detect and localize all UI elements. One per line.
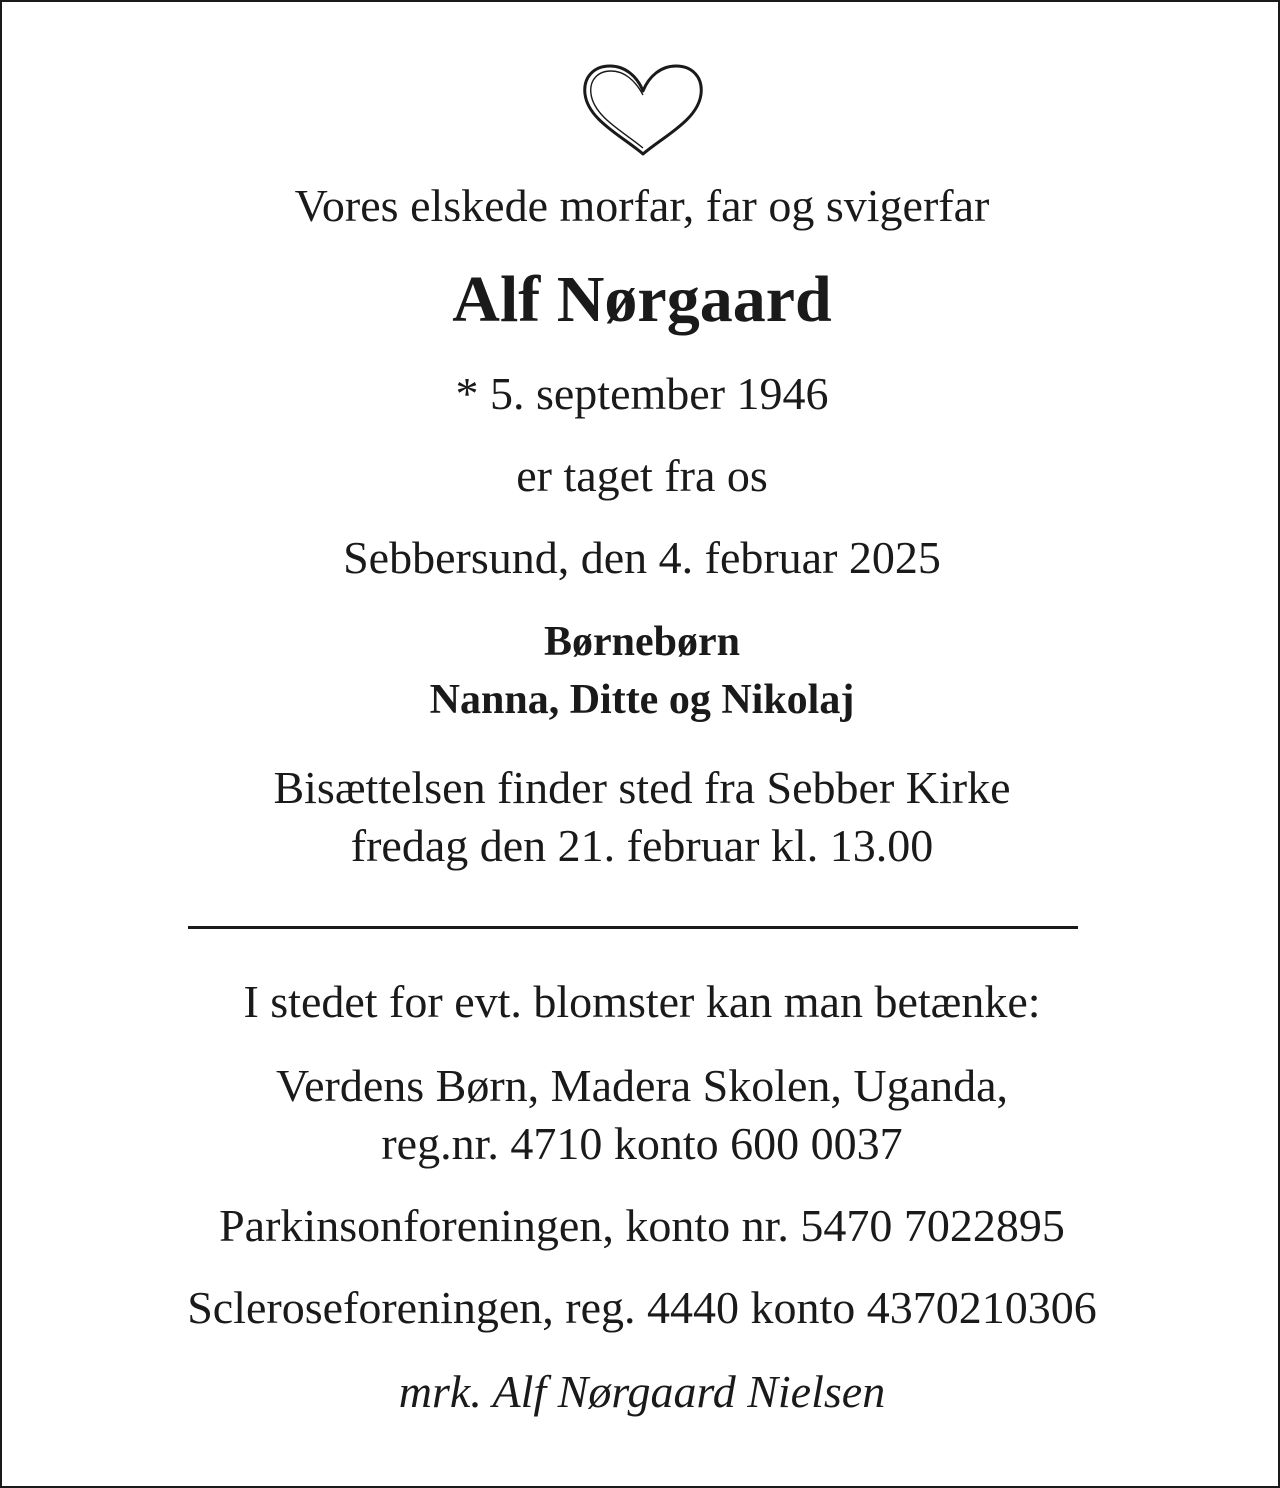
donation-mark: mrk. Alf Nørgaard Nielsen — [398, 1366, 886, 1417]
place-date: Sebbersund, den 4. februar 2025 — [343, 532, 941, 583]
donations-intro: I stedet for evt. blomster kan man betænke: — [243, 976, 1041, 1027]
passed-line: er taget fra os — [516, 450, 768, 501]
funeral-line-1: Bisættelsen finder sted fra Sebber Kirke — [273, 762, 1011, 813]
funeral-line-2: fredag den 21. februar kl. 13.00 — [350, 820, 934, 871]
section-divider — [188, 926, 1078, 929]
deceased-name: Alf Nørgaard — [452, 263, 832, 336]
donation-verdens-born-line-1: Verdens Børn, Madera Skolen, Uganda, — [276, 1060, 1008, 1111]
donation-verdens-born-line-2: reg.nr. 4710 konto 600 0037 — [381, 1118, 903, 1169]
grandchildren-heading: Børnebørn — [543, 619, 740, 665]
donation-parkinson: Parkinsonforeningen, konto nr. 5470 7022895 — [219, 1200, 1065, 1251]
heart-icon — [582, 64, 704, 160]
grandchildren-names: Nanna, Ditte og Nikolaj — [429, 677, 855, 723]
intro-line: Vores elskede morfar, far og svigerfar — [294, 180, 990, 231]
birth-date: * 5. september 1946 — [455, 368, 829, 419]
donation-sclerose: Scleroseforeningen, reg. 4440 konto 4370210306 — [187, 1282, 1097, 1333]
